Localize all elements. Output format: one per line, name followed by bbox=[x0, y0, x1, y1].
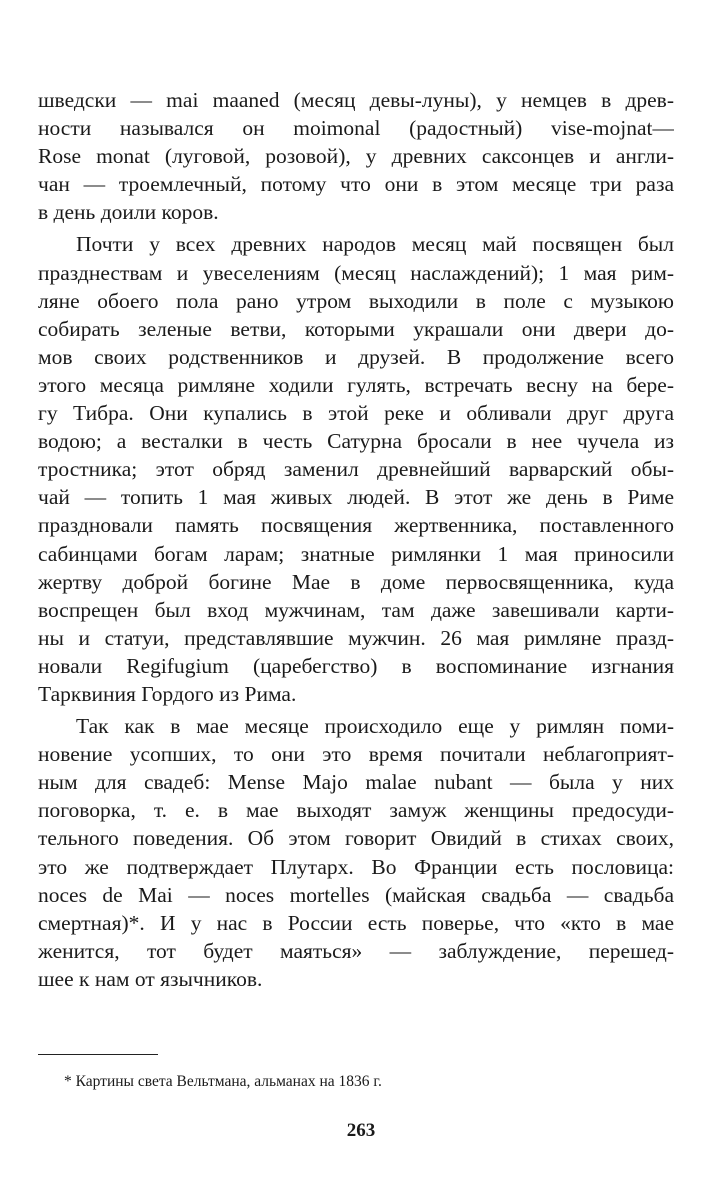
text-line: Так как в мае месяце происходило еще у римлян поми- bbox=[76, 714, 674, 739]
text-line: чан — троемлечный, потому что они в этом месяце три раза bbox=[38, 172, 674, 197]
text-line: Почти у всех древних народов месяц май посвящен был bbox=[76, 232, 674, 257]
text-line: празднествам и увеселениям (месяц наслаждений); 1 мая рим- bbox=[38, 260, 674, 285]
paragraph bbox=[38, 86, 674, 226]
text-line: воспрещен был вход мужчинам, там даже завешивали карти- bbox=[38, 597, 674, 622]
text-line: сабинцами богам ларам; знатные римлянки 1 мая приносили bbox=[38, 541, 674, 566]
footnote: * Картины света Вельтмана, альманах на 1836 г. bbox=[64, 1073, 382, 1090]
text-line: смертная)*. И у нас в России есть поверье, что «кто в мае bbox=[38, 910, 674, 935]
text-line: чай — топить 1 мая живых людей. В этот же день в Риме bbox=[38, 485, 674, 510]
text-line: ляне обоего пола рано утром выходили в поле с музыкою bbox=[38, 288, 674, 313]
text-line: женится, тот будет маяться» — заблуждение, перешед- bbox=[38, 938, 674, 963]
footnote-divider bbox=[38, 1054, 158, 1055]
text-line: шее к нам от язычников. bbox=[38, 966, 263, 991]
text-line: в день доили коров. bbox=[38, 200, 219, 225]
text-line: гу Тибра. Они купались в этой реке и обливали друг друга bbox=[38, 401, 674, 426]
text-line: тростника; этот обряд заменил древнейший варварский обы- bbox=[38, 457, 674, 482]
text-line: Тарквиния Гордого из Рима. bbox=[38, 681, 297, 706]
text-line: жертву доброй богине Мае в доме первосвященника, куда bbox=[38, 569, 674, 594]
text-line: водою; а весталки в честь Сатурна бросали в нее чучела из bbox=[38, 429, 674, 454]
paragraph bbox=[38, 230, 674, 708]
text-line: поговорка, т. е. в мае выходят замуж женщины предосуди- bbox=[38, 798, 674, 823]
text-line: собирать зеленые ветви, которыми украшали они двери до- bbox=[38, 316, 674, 341]
text-line: новали Regifugium (царебегство) в воспоминание изгнания bbox=[38, 653, 674, 678]
text-line: праздновали память посвящения жертвенника, поставленного bbox=[38, 513, 674, 538]
text-line: ности назывался он moimonal (радостный) vise-mojnat— bbox=[38, 116, 674, 141]
text-line: новение усопших, то они это время почитали неблагоприят- bbox=[38, 742, 674, 767]
text-line: тельного поведения. Об этом говорит Овидий в стихах своих, bbox=[38, 826, 674, 851]
page-number: 263 bbox=[346, 1120, 376, 1141]
text-line: это же подтверждает Плутарх. Во Франции есть пословица: bbox=[38, 854, 674, 879]
text-line: шведски — mai maaned (месяц девы-луны), у немцев в древ- bbox=[38, 88, 674, 112]
text-line: ны и статуи, представлявшие мужчин. 26 мая римляне празд- bbox=[38, 625, 674, 650]
page-body bbox=[38, 86, 674, 993]
paragraph bbox=[38, 712, 674, 993]
text-line: этого месяца римляне ходили гулять, встречать весну на бере- bbox=[38, 372, 674, 397]
text-line: noces de Mai — noces mortelles (майская свадьба — свадьба bbox=[38, 882, 674, 907]
text-line: Rose monat (луговой, розовой), у древних саксонцев и англи- bbox=[38, 144, 674, 169]
text-line: мов своих родственников и друзей. В продолжение всего bbox=[38, 344, 674, 369]
text-line: ным для свадеб: Mense Majo malae nubant — была у них bbox=[38, 770, 674, 795]
